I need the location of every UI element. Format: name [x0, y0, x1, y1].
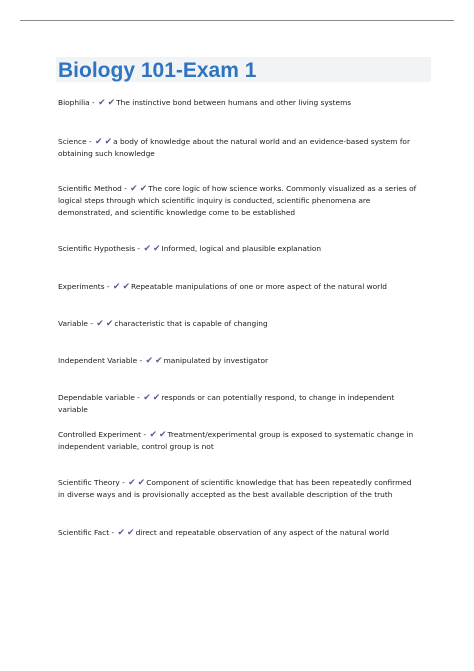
- term-label: Scientific Theory -: [58, 478, 128, 487]
- term-definition: Repeatable manipulations of one or more aspect of the natural world: [131, 282, 387, 291]
- term-definition: Treatment/experimental group is exposed to systematic change in independent variable, control group is not: [58, 430, 414, 451]
- check-icon: ✔: [153, 244, 161, 254]
- term-definition: a body of knowledge about the natural world and an evidence-based system for obtaining such knowledge: [58, 137, 410, 158]
- term-definition: Informed, logical and plausible explanation: [161, 244, 322, 253]
- term-entry-independent-variable: [58, 355, 418, 367]
- check-icon: ✔: [143, 393, 151, 403]
- term-entry-scientific-hypothesis: [58, 243, 418, 255]
- term-entry-scientific-method: [58, 183, 418, 219]
- term-label: Scientific Method -: [58, 184, 130, 193]
- term-definition: The core logic of how science works. Commonly visualized as a series of logical steps through which scientific inquiry is conducted, scientific phenomena are demonstrated, and scientific knowledge come to be established: [58, 184, 417, 217]
- term-definition: characteristic that is capable of changing: [114, 319, 268, 328]
- check-icon: ✔: [128, 478, 136, 488]
- term-label: Biophilia -: [58, 98, 98, 107]
- term-label: Controlled Experiment -: [58, 430, 149, 439]
- check-icon: ✔: [117, 528, 126, 538]
- check-icon: ✔: [139, 184, 148, 194]
- term-entry-science: [58, 136, 418, 160]
- check-icon: ✔: [152, 393, 161, 403]
- term-definition: manipulated by investigator: [163, 356, 269, 365]
- term-entry-dependable-variable: [58, 392, 418, 416]
- check-icon: ✔: [105, 319, 114, 329]
- term-label: Experiments -: [58, 282, 112, 291]
- check-icon: ✔: [107, 98, 116, 108]
- check-icon: ✔: [145, 356, 154, 366]
- check-icon: ✔: [137, 478, 146, 488]
- term-label: Independent Variable -: [58, 356, 145, 365]
- term-entry-scientific-theory: [58, 477, 418, 501]
- check-icon: ✔: [149, 430, 157, 440]
- check-icon: ✔: [127, 528, 135, 538]
- term-entry-biophilia: [58, 97, 418, 109]
- check-icon: ✔: [143, 244, 151, 254]
- term-definition: responds or can potentially respond, to change in independent variable: [58, 393, 395, 414]
- term-label: Dependable variable -: [58, 393, 143, 402]
- term-label: Scientific Hypothesis -: [58, 244, 143, 253]
- check-icon: ✔: [95, 137, 103, 147]
- term-definition: The instinctive bond between humans and other living systems: [116, 98, 352, 107]
- check-icon: ✔: [158, 430, 167, 440]
- check-icon: ✔: [104, 137, 113, 147]
- term-entry-controlled-experiment: [58, 429, 418, 453]
- term-entry-scientific-fact: [58, 527, 418, 539]
- term-label: Variable -: [58, 319, 96, 328]
- check-icon: ✔: [96, 319, 104, 329]
- term-definition: Component of scientific knowledge that has been repeatedly confirmed in diverse ways and is provisionally accepted as the best available description of the truth: [58, 478, 412, 499]
- term-entry-variable: [58, 318, 418, 330]
- check-icon: ✔: [130, 184, 138, 194]
- term-label: Scientific Fact -: [58, 528, 117, 537]
- term-definition: direct and repeatable observation of any aspect of the natural world: [135, 528, 390, 537]
- check-icon: ✔: [122, 282, 131, 292]
- term-entry-experiments: [58, 281, 418, 293]
- check-icon: ✔: [155, 356, 163, 366]
- page-title: Biology 101-Exam 1: [58, 59, 257, 82]
- term-label: Science -: [58, 137, 95, 146]
- top-divider: [20, 20, 454, 21]
- check-icon: ✔: [112, 282, 121, 292]
- check-icon: ✔: [98, 98, 106, 108]
